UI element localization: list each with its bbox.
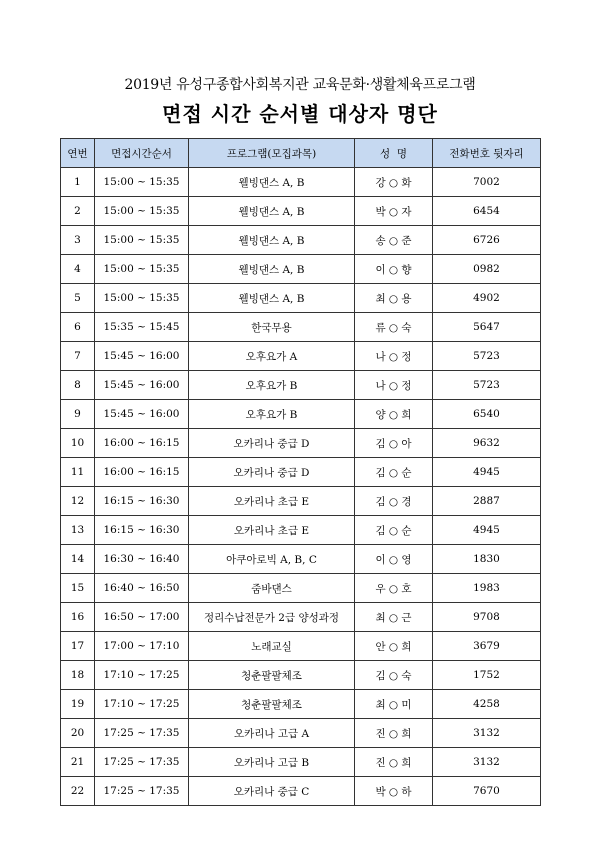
cell-interview-time: 15:00 ~ 15:35 bbox=[95, 226, 189, 255]
cell-program: 청춘팔팔체조 bbox=[189, 690, 355, 719]
cell-name: 최 ○ 미 bbox=[355, 690, 433, 719]
cell-interview-time: 17:10 ~ 17:25 bbox=[95, 690, 189, 719]
cell-phone-last-digits: 3679 bbox=[433, 632, 541, 661]
cell-phone-last-digits: 0982 bbox=[433, 255, 541, 284]
cell-interview-time: 17:25 ~ 17:35 bbox=[95, 719, 189, 748]
cell-interview-time: 15:00 ~ 15:35 bbox=[95, 255, 189, 284]
cell-phone-last-digits: 4945 bbox=[433, 458, 541, 487]
cell-seq: 13 bbox=[61, 516, 95, 545]
table-row bbox=[61, 777, 541, 806]
cell-name: 우 ○ 호 bbox=[355, 574, 433, 603]
table-row bbox=[61, 458, 541, 487]
cell-phone-last-digits: 4258 bbox=[433, 690, 541, 719]
header-phone-last-digits: 전화번호 뒷자리 bbox=[433, 139, 541, 168]
cell-name: 김 ○ 숙 bbox=[355, 661, 433, 690]
cell-interview-time: 17:25 ~ 17:35 bbox=[95, 777, 189, 806]
header-interview-time: 면접시간순서 bbox=[95, 139, 189, 168]
cell-name: 최 ○ 용 bbox=[355, 284, 433, 313]
cell-interview-time: 16:40 ~ 16:50 bbox=[95, 574, 189, 603]
cell-seq: 7 bbox=[61, 342, 95, 371]
cell-interview-time: 15:45 ~ 16:00 bbox=[95, 400, 189, 429]
cell-program: 웰빙댄스 A, B bbox=[189, 284, 355, 313]
cell-program: 웰빙댄스 A, B bbox=[189, 255, 355, 284]
cell-name: 김 ○ 순 bbox=[355, 458, 433, 487]
cell-name: 송 ○ 준 bbox=[355, 226, 433, 255]
cell-program: 오카리나 고급 A bbox=[189, 719, 355, 748]
cell-interview-time: 15:00 ~ 15:35 bbox=[95, 197, 189, 226]
cell-interview-time: 16:00 ~ 16:15 bbox=[95, 458, 189, 487]
cell-program: 줌바댄스 bbox=[189, 574, 355, 603]
cell-interview-time: 16:15 ~ 16:30 bbox=[95, 487, 189, 516]
table-row bbox=[61, 516, 541, 545]
document-subtitle: 2019년 유성구종합사회복지관 교육문화·생활체육프로그램 bbox=[124, 77, 476, 93]
cell-seq: 10 bbox=[61, 429, 95, 458]
cell-program: 웰빙댄스 A, B bbox=[189, 168, 355, 197]
cell-phone-last-digits: 1830 bbox=[433, 545, 541, 574]
table-row bbox=[61, 661, 541, 690]
table-row bbox=[61, 400, 541, 429]
cell-phone-last-digits: 5723 bbox=[433, 342, 541, 371]
document-title: 면접 시간 순서별 대상자 명단 bbox=[162, 102, 438, 126]
cell-interview-time: 16:15 ~ 16:30 bbox=[95, 516, 189, 545]
cell-interview-time: 15:45 ~ 16:00 bbox=[95, 342, 189, 371]
cell-program: 오후요가 B bbox=[189, 400, 355, 429]
cell-program: 오카리나 중급 D bbox=[189, 429, 355, 458]
table-row bbox=[61, 429, 541, 458]
table-row bbox=[61, 545, 541, 574]
cell-seq: 9 bbox=[61, 400, 95, 429]
cell-seq: 22 bbox=[61, 777, 95, 806]
table-row bbox=[61, 574, 541, 603]
cell-seq: 8 bbox=[61, 371, 95, 400]
table-row bbox=[61, 487, 541, 516]
cell-program: 한국무용 bbox=[189, 313, 355, 342]
cell-phone-last-digits: 9632 bbox=[433, 429, 541, 458]
cell-phone-last-digits: 1983 bbox=[433, 574, 541, 603]
cell-program: 웰빙댄스 A, B bbox=[189, 226, 355, 255]
cell-phone-last-digits: 9708 bbox=[433, 603, 541, 632]
cell-seq: 12 bbox=[61, 487, 95, 516]
cell-program: 아쿠아로빅 A, B, C bbox=[189, 545, 355, 574]
table-row bbox=[61, 632, 541, 661]
cell-phone-last-digits: 3132 bbox=[433, 719, 541, 748]
cell-seq: 16 bbox=[61, 603, 95, 632]
cell-interview-time: 15:00 ~ 15:35 bbox=[95, 284, 189, 313]
table-row bbox=[61, 371, 541, 400]
table-row bbox=[61, 719, 541, 748]
table-row bbox=[61, 226, 541, 255]
cell-interview-time: 15:00 ~ 15:35 bbox=[95, 168, 189, 197]
cell-seq: 17 bbox=[61, 632, 95, 661]
table-row bbox=[61, 168, 541, 197]
cell-name: 이 ○ 영 bbox=[355, 545, 433, 574]
cell-name: 김 ○ 아 bbox=[355, 429, 433, 458]
applicant-table bbox=[60, 138, 541, 806]
table-row bbox=[61, 255, 541, 284]
cell-name: 강 ○ 화 bbox=[355, 168, 433, 197]
cell-name: 최 ○ 근 bbox=[355, 603, 433, 632]
cell-phone-last-digits: 6726 bbox=[433, 226, 541, 255]
cell-program: 정리수납전문가 2급 양성과정 bbox=[189, 603, 355, 632]
cell-name: 진 ○ 희 bbox=[355, 719, 433, 748]
cell-seq: 1 bbox=[61, 168, 95, 197]
header-program: 프로그램(모집과목) bbox=[189, 139, 355, 168]
table-row bbox=[61, 284, 541, 313]
cell-seq: 5 bbox=[61, 284, 95, 313]
cell-name: 박 ○ 자 bbox=[355, 197, 433, 226]
header-seq: 연번 bbox=[61, 139, 95, 168]
cell-seq: 3 bbox=[61, 226, 95, 255]
cell-program: 오후요가 A bbox=[189, 342, 355, 371]
cell-program: 오카리나 초급 E bbox=[189, 487, 355, 516]
table-row bbox=[61, 748, 541, 777]
cell-phone-last-digits: 6540 bbox=[433, 400, 541, 429]
cell-program: 청춘팔팔체조 bbox=[189, 661, 355, 690]
cell-program: 오카리나 중급 C bbox=[189, 777, 355, 806]
cell-phone-last-digits: 2887 bbox=[433, 487, 541, 516]
table-row bbox=[61, 197, 541, 226]
cell-phone-last-digits: 6454 bbox=[433, 197, 541, 226]
cell-name: 박 ○ 하 bbox=[355, 777, 433, 806]
cell-phone-last-digits: 3132 bbox=[433, 748, 541, 777]
cell-seq: 18 bbox=[61, 661, 95, 690]
cell-interview-time: 16:00 ~ 16:15 bbox=[95, 429, 189, 458]
cell-interview-time: 16:30 ~ 16:40 bbox=[95, 545, 189, 574]
cell-seq: 21 bbox=[61, 748, 95, 777]
cell-name: 류 ○ 숙 bbox=[355, 313, 433, 342]
cell-name: 김 ○ 경 bbox=[355, 487, 433, 516]
cell-seq: 4 bbox=[61, 255, 95, 284]
cell-program: 오카리나 중급 D bbox=[189, 458, 355, 487]
cell-phone-last-digits: 5723 bbox=[433, 371, 541, 400]
cell-program: 오카리나 고급 B bbox=[189, 748, 355, 777]
cell-interview-time: 15:45 ~ 16:00 bbox=[95, 371, 189, 400]
cell-program: 오카리나 초급 E bbox=[189, 516, 355, 545]
cell-seq: 6 bbox=[61, 313, 95, 342]
cell-interview-time: 15:35 ~ 15:45 bbox=[95, 313, 189, 342]
cell-seq: 20 bbox=[61, 719, 95, 748]
header-name: 성 명 bbox=[355, 139, 433, 168]
table-body bbox=[61, 168, 541, 806]
cell-seq: 15 bbox=[61, 574, 95, 603]
cell-name: 안 ○ 희 bbox=[355, 632, 433, 661]
cell-seq: 14 bbox=[61, 545, 95, 574]
cell-phone-last-digits: 5647 bbox=[433, 313, 541, 342]
table-row bbox=[61, 603, 541, 632]
cell-name: 진 ○ 희 bbox=[355, 748, 433, 777]
cell-interview-time: 17:10 ~ 17:25 bbox=[95, 661, 189, 690]
cell-interview-time: 17:25 ~ 17:35 bbox=[95, 748, 189, 777]
cell-phone-last-digits: 4902 bbox=[433, 284, 541, 313]
cell-phone-last-digits: 7002 bbox=[433, 168, 541, 197]
cell-name: 나 ○ 정 bbox=[355, 342, 433, 371]
table-header-row bbox=[61, 139, 541, 168]
table-row bbox=[61, 690, 541, 719]
cell-phone-last-digits: 1752 bbox=[433, 661, 541, 690]
table-row bbox=[61, 313, 541, 342]
cell-name: 이 ○ 향 bbox=[355, 255, 433, 284]
cell-seq: 19 bbox=[61, 690, 95, 719]
cell-phone-last-digits: 7670 bbox=[433, 777, 541, 806]
cell-name: 양 ○ 희 bbox=[355, 400, 433, 429]
cell-phone-last-digits: 4945 bbox=[433, 516, 541, 545]
cell-program: 웰빙댄스 A, B bbox=[189, 197, 355, 226]
cell-seq: 11 bbox=[61, 458, 95, 487]
cell-seq: 2 bbox=[61, 197, 95, 226]
cell-name: 김 ○ 순 bbox=[355, 516, 433, 545]
cell-program: 오후요가 B bbox=[189, 371, 355, 400]
cell-program: 노래교실 bbox=[189, 632, 355, 661]
cell-name: 나 ○ 정 bbox=[355, 371, 433, 400]
cell-interview-time: 16:50 ~ 17:00 bbox=[95, 603, 189, 632]
cell-interview-time: 17:00 ~ 17:10 bbox=[95, 632, 189, 661]
table-row bbox=[61, 342, 541, 371]
